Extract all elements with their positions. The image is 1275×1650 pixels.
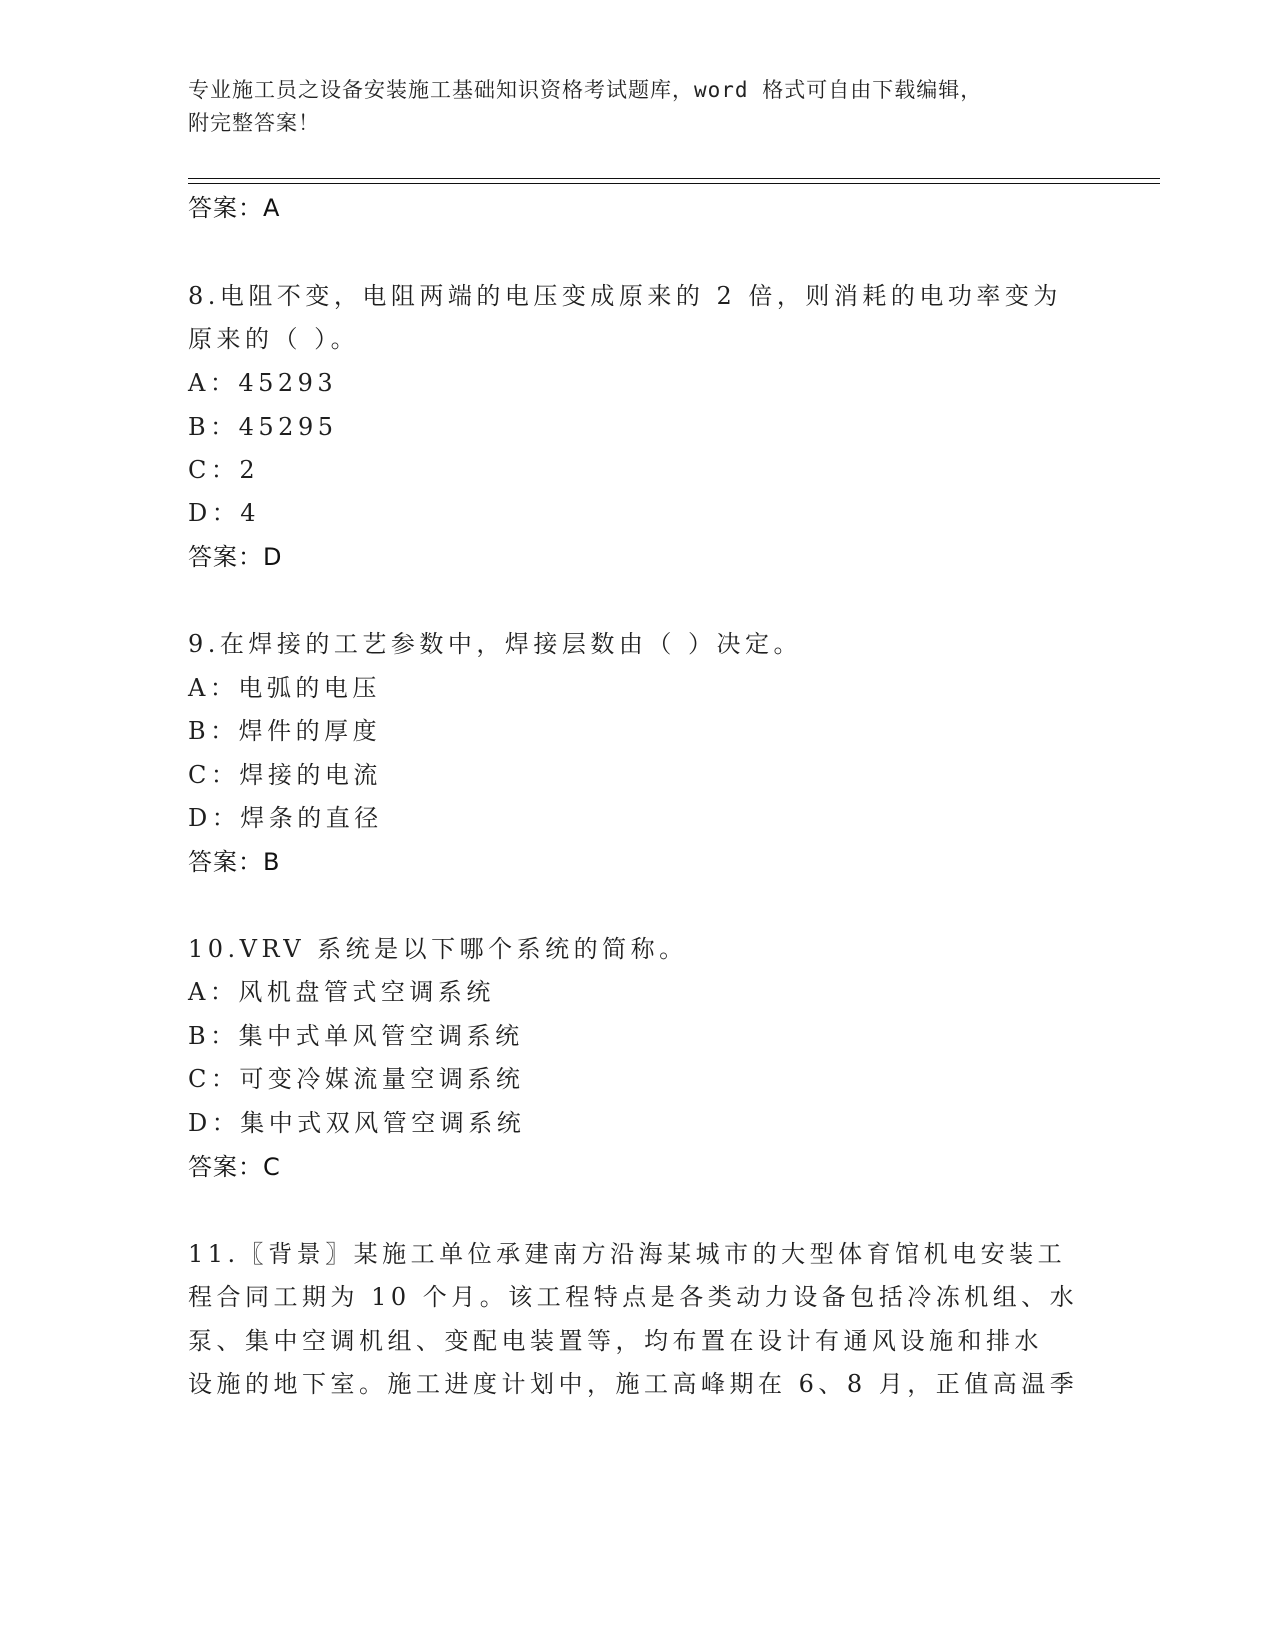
q9-text-line-1: 9.在焊接的工艺参数中，焊接层数由（ ）决定。 (188, 630, 803, 658)
q8-answer: 答案：D (188, 543, 283, 571)
document-header (188, 74, 1088, 140)
q8-option-c: C：2 (188, 456, 260, 484)
q8-option-d: D：4 (188, 499, 261, 527)
q8-option-a: A：45293 (188, 369, 338, 397)
header-divider-bottom (188, 183, 1160, 184)
header-divider-top (188, 178, 1160, 179)
q10-answer: 答案：C (188, 1153, 281, 1181)
q9-answer: 答案：B (188, 848, 281, 876)
q11-text-line-1: 11.〖背景〗某施工单位承建南方沿海某城市的大型体育馆机电安装工 (188, 1240, 1067, 1268)
q10-option-a: A：风机盘管式空调系统 (188, 978, 495, 1006)
header-line-1: 专业施工员之设备安装施工基础知识资格考试题库，word 格式可自由下载编辑， (188, 78, 983, 102)
header-line-2: 附完整答案！ (188, 111, 320, 135)
q11-text-line-4: 设施的地下室。施工进度计划中，施工高峰期在 6、8 月，正值高温季 (188, 1370, 1079, 1398)
q10-text-line-1: 10.VRV 系统是以下哪个系统的简称。 (188, 935, 688, 963)
previous-answer: 答案：A (188, 194, 281, 222)
q8-text-line-2: 原来的（ ）。 (188, 325, 360, 353)
q11-text-line-2: 程合同工期为 10 个月。该工程特点是各类动力设备包括冷冻机组、水 (188, 1283, 1079, 1311)
q10-option-c: C：可变冷媒流量空调系统 (188, 1065, 525, 1093)
q8-text-line-1: 8.电阻不变，电阻两端的电压变成原来的 2 倍，则消耗的电功率变为 (188, 282, 1062, 310)
q9-option-d: D：焊条的直径 (188, 804, 383, 832)
q10-option-b: B：集中式单风管空调系统 (188, 1022, 524, 1050)
q11-text-line-3: 泵、集中空调机组、变配电装置等，均布置在设计有通风设施和排水 (188, 1327, 1043, 1355)
q10-option-d: D：集中式双风管空调系统 (188, 1109, 526, 1137)
q9-option-b: B：焊件的厚度 (188, 717, 382, 745)
q8-option-b: B：45295 (188, 413, 338, 441)
q9-option-a: A：电弧的电压 (188, 674, 381, 702)
q9-option-c: C：焊接的电流 (188, 761, 382, 789)
